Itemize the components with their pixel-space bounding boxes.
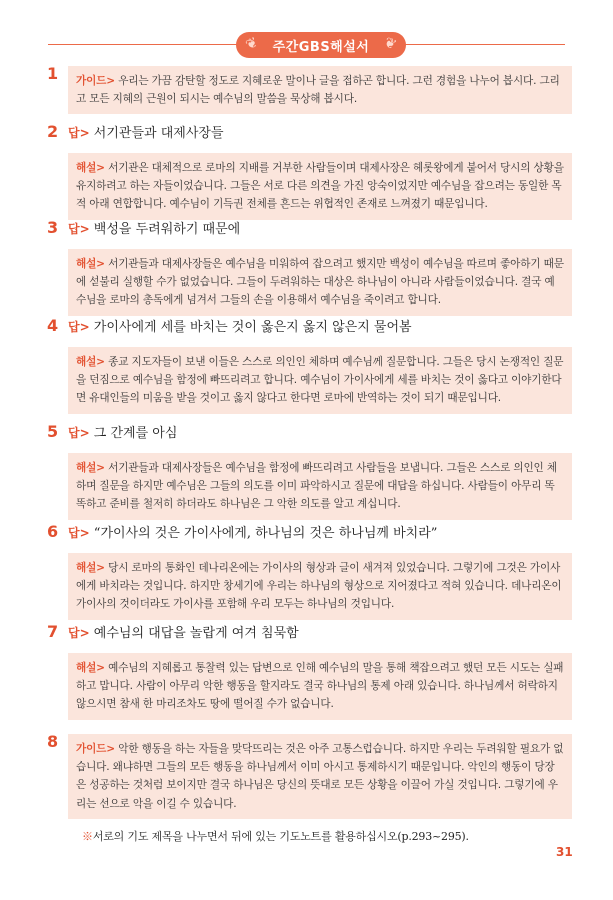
- question-5: [47, 422, 572, 520]
- answer-label: 답>: [68, 426, 90, 440]
- guide-label: 가이드>: [76, 75, 115, 87]
- leaf-icon: ❦: [243, 34, 261, 54]
- question-number: 6: [47, 522, 59, 541]
- explanation-box: [68, 153, 572, 220]
- question-2: [47, 122, 572, 220]
- guide-box: [68, 734, 572, 819]
- explanation-text: 서기관들과 대제사장들은 예수님을 함정에 빠뜨리려고 사람들을 보냅니다. 그들은 스스로 의인인 체하며 질문을 하지만 예수님은 그들의 의도를 이미 파악하시고 질문에 대답을 하십니다. 사람들이 아무리 똑똑하고 준비를 철저히 하더라도 하나님은 그 악한 의도를 알고 계십니다.: [76, 462, 557, 511]
- explanation-box: [68, 653, 572, 720]
- answer-line: [68, 124, 572, 143]
- explanation-box: [68, 553, 572, 620]
- guide-box: [68, 66, 572, 114]
- question-1: [47, 64, 572, 114]
- answer-label: 답>: [68, 526, 90, 540]
- question-number: 5: [47, 422, 59, 441]
- question-number: 7: [47, 622, 59, 641]
- question-3: [47, 218, 572, 316]
- footer-note-text: 서로의 기도 제목을 나누면서 뒤에 있는 기도노트를 활용하십시오(p.293~295).: [92, 830, 469, 843]
- question-6: [47, 522, 572, 620]
- explanation-box: [68, 249, 572, 316]
- explanation-label: 해설>: [76, 356, 105, 368]
- answer-text: 가이사에게 세를 바치는 것이 옳은지 옳지 않은지 물어봄: [93, 320, 412, 335]
- explanation-text: 서기관들과 대제사장들은 예수님을 미워하여 잡으려고 했지만 백성이 예수님을 따르며 좋아하기 때문에 섣불리 실행할 수가 없었습니다. 그들이 두려워하는 대상은 하나님이 아니라 사람들이었습니다. 결국 예수님을 로마의 총독에게 넘겨서 그들의 손을 이용해서 예수님을 죽이려고 합니다.: [76, 258, 564, 307]
- explanation-text: 당시 로마의 통화인 데나리온에는 가이사의 형상과 글이 새겨져 있었습니다. 그렇기에 그것은 가이사에게 바치라는 것입니다. 하지만 창세기에 우리는 하나님의 형상으로 지어졌다고 적혀 있습니다. 데나리온이 가이사의 것이더라도 가이사를 포함해 우리 모두는 하나님의 것입니다.: [76, 562, 562, 611]
- answer-line: [68, 624, 572, 643]
- explanation-text: 서기관은 대체적으로 로마의 지배를 거부한 사람들이며 대제사장은 헤롯왕에게 붙어서 당시의 상황을 유지하려고 하는 자들이었습니다. 그들은 서로 다른 의견을 가진 앙숙이었지만 예수님을 잡으려는 동일한 목적 아래 연합합니다. 예수님이 기득권 전체를 흔드는 위협적인 존재로 느껴졌기 때문입니다.: [76, 162, 564, 211]
- page-title: 주간GBS해설서: [272, 40, 370, 55]
- leaf-icon: ❦: [381, 34, 399, 54]
- question-4: [47, 316, 572, 414]
- answer-line: [68, 220, 572, 239]
- answer-line: [68, 318, 572, 337]
- answer-text: “가이사의 것은 가이사에게, 하나님의 것은 하나님께 바치라”: [93, 526, 438, 541]
- footer-note: [82, 828, 469, 844]
- answer-text: 서기관들과 대제사장들: [93, 126, 224, 141]
- answer-label: 답>: [68, 320, 90, 334]
- answer-label: 답>: [68, 126, 90, 140]
- question-7: [47, 622, 572, 720]
- question-8: [47, 732, 572, 819]
- question-number: 4: [47, 316, 59, 335]
- answer-text: 예수님의 대답을 놀랍게 여겨 침묵함: [93, 626, 299, 641]
- answer-text: 그 간계를 아심: [93, 426, 178, 441]
- question-number: 3: [47, 218, 59, 237]
- explanation-text: 종교 지도자들이 보낸 이들은 스스로 의인인 체하며 예수님께 질문합니다. 그들은 당시 논쟁적인 질문을 던짐으로 예수님을 함정에 빠뜨리려고 합니다. 예수님이 가이사에게 세를 바치는 것이 옳다고 이야기한다면 유대인들의 미움을 받을 것이고 옳지 않다고 한다면 로마에 반역하는 것이 되기 때문입니다.: [76, 356, 564, 405]
- header-banner: [236, 32, 406, 58]
- question-number: 1: [47, 64, 59, 83]
- guide-text: 우리는 가끔 감탄할 정도로 지혜로운 말이나 글을 접하곤 합니다. 그런 경험을 나누어 봅시다. 그리고 모든 지혜의 근원이 되시는 예수님의 말씀을 묵상해 봅시다.: [76, 75, 560, 106]
- answer-text: 백성을 두려워하기 때문에: [93, 222, 241, 237]
- explanation-text: 예수님의 지혜롭고 통찰력 있는 답변으로 인해 예수님의 말을 통해 책잡으려고 했던 모든 시도는 실패하고 맙니다. 사람이 아무리 악한 행동을 할지라도 결국 하나님의 통제 아래 있습니다. 하나님께서 허락하지 않으시면 참새 한 마리조차도 땅에 떨어질 수가 없습니다.: [76, 662, 564, 711]
- answer-line: [68, 424, 572, 443]
- question-number: 8: [47, 732, 59, 751]
- answer-label: 답>: [68, 626, 90, 640]
- answer-label: 답>: [68, 222, 90, 236]
- asterisk-mark: ※: [82, 830, 93, 843]
- answer-line: [68, 524, 572, 543]
- explanation-label: 해설>: [76, 462, 105, 474]
- explanation-label: 해설>: [76, 662, 105, 674]
- question-number: 2: [47, 122, 59, 141]
- explanation-label: 해설>: [76, 562, 105, 574]
- explanation-box: [68, 453, 572, 520]
- explanation-label: 해설>: [76, 258, 105, 270]
- page-number: 31: [556, 845, 573, 859]
- explanation-label: 해설>: [76, 162, 105, 174]
- guide-text: 악한 행동을 하는 자들을 맞닥뜨리는 것은 아주 고통스럽습니다. 하지만 우리는 두려워할 필요가 없습니다. 왜냐하면 그들의 모든 행동을 하나님께서 이미 아시고 통제하시기 때문입니다. 악인의 행동이 당장은 성공하는 것처럼 보이지만 결국 하나님은 당신의 뜻대로 모든 상황을 이끌어 가실 것입니다. 그렇기에 우리는 선으로 악을 이길 수 있습니다.: [76, 743, 564, 810]
- guide-label: 가이드>: [76, 743, 115, 755]
- explanation-box: [68, 347, 572, 414]
